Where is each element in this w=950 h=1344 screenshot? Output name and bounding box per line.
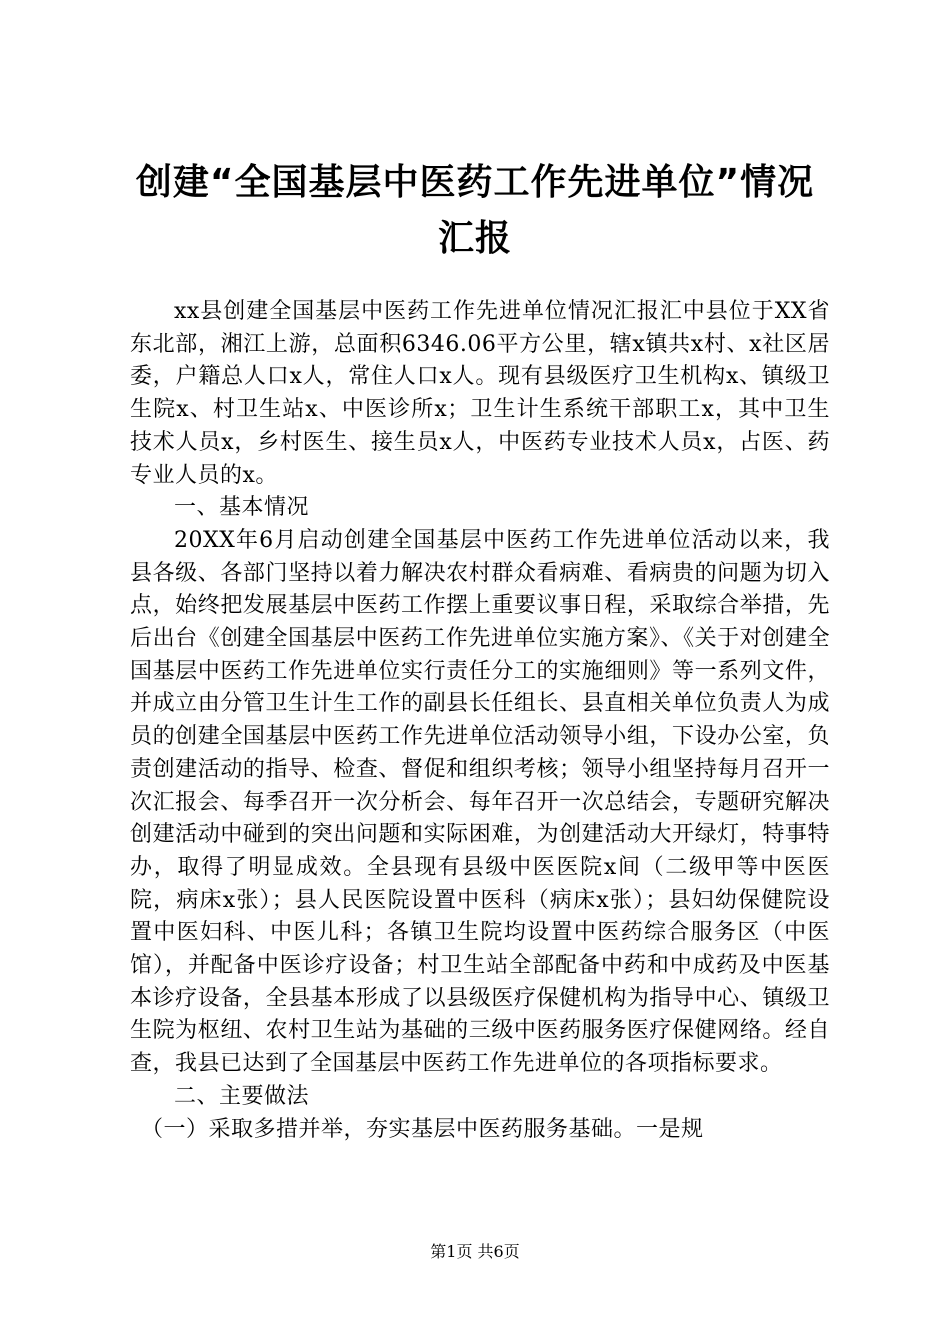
paragraph-subsection-one: （一）采取多措并举，夯实基层中医药服务基础。一是规 [141,1116,704,1142]
document-body [130,296,830,1146]
section-heading-main-practices: 二、主要做法 [174,1083,310,1109]
page-footer: 第1页 共6页 [430,1242,520,1261]
paragraph-basic-situation: 20XX年6月启动创建全国基层中医药工作先进单位活动以来，我县各级、各部门坚持以着力解决农村群众看病难、看病贵的问题为切入点，始终把发展基层中医药工作摆上重要议事日程，采取综合举措，先后出台《创建全国基层中医药工作先进单位实施方案》、《关于对创建全国基层中医药工作先进单位实行责任分工的实施细则》等一系列文件，并成立由分管卫生计生工作的副县长任组长、县直相关单位负责人为成员的创建全国基层中医药工作先进单位活动领导小组，下设办公室，负责创建活动的指导、检查、督促和组织考核；领导小组坚持每月召开一次汇报会、每季召开一次分析会、每年召开一次总结会，专题研究解决创建活动中碰到的突出问题和实际困难，为创建活动大开绿灯，特事特办，取得了明显成效。全县现有县级中医医院x间（二级甲等中医医院，病床x张）；县人民医院设置中医科（病床x张）；县妇幼保健院设置中医妇科、中医儿科；各镇卫生院均设置中医药综合服务区（中医馆），并配备中医诊疗设备；村卫生站全部配备中药和中成药及中医基本诊疗设备，全县基本形成了以县级医疗保健机构为指导中心、镇级卫生院为枢纽、农村卫生站为基础的三级中医药服务医疗保健网络。经自查，我县已达到了全国基层中医药工作先进单位的各项指标要求。 [130,527,830,1077]
document-title: 创建“全国基层中医药工作先进单位”情况汇报 [135,162,815,259]
section-heading-basic-situation: 一、基本情况 [174,495,310,521]
paragraph-intro: xx县创建全国基层中医药工作先进单位情况汇报汇中县位于XX省东北部，湘江上游，总面积6346.06平方公里，辖x镇共x村、x社区居委，户籍总人口x人，常住人口x人。现有县级医疗卫生机构x、镇级卫生院x、村卫生站x、中医诊所x；卫生计生系统干部职工x，其中卫生技术人员x，乡村医生、接生员x人，中医药专业技术人员x，占医、药专业人员的x。 [130,299,831,488]
